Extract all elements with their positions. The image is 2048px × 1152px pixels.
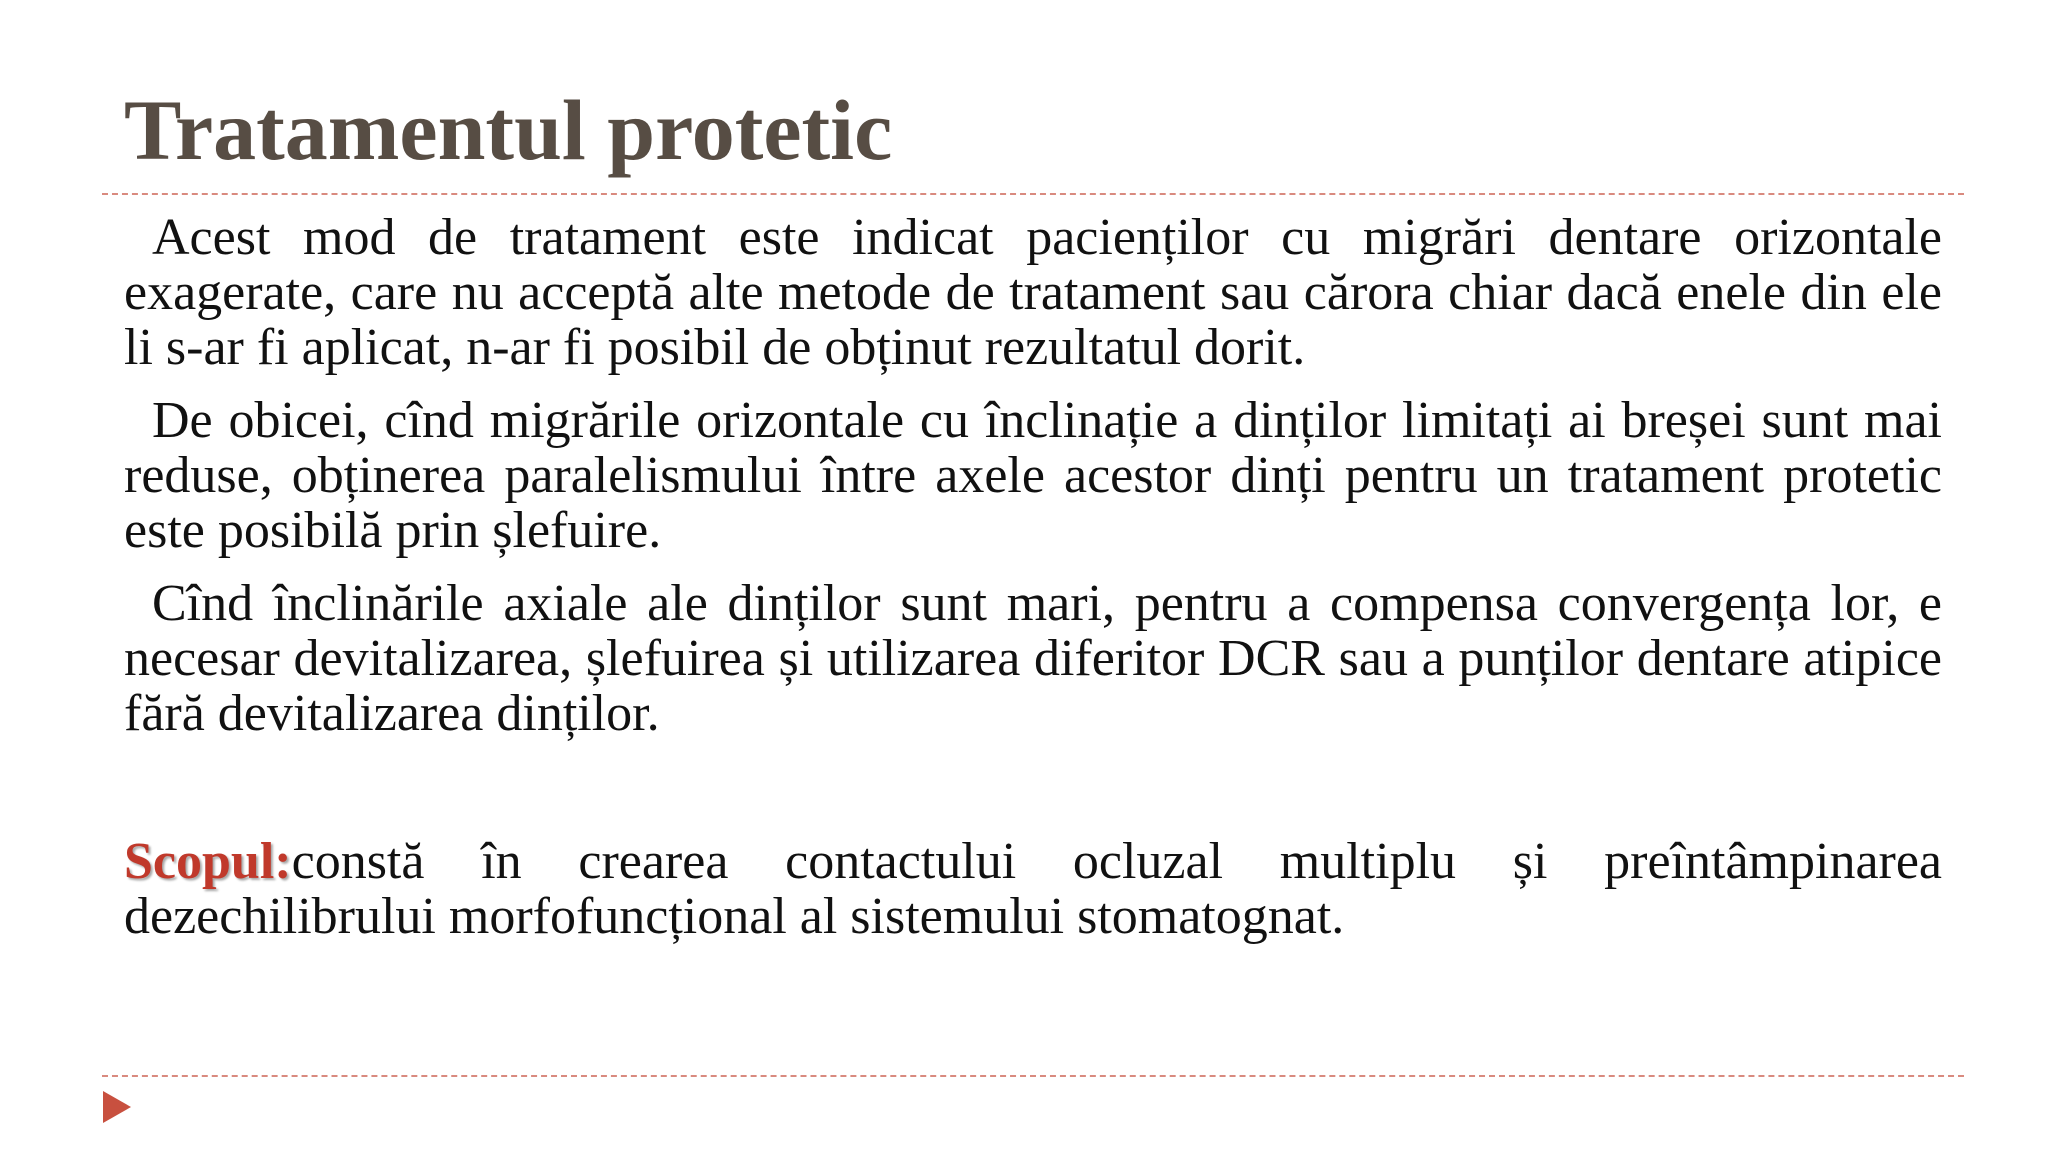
paragraph-2: De obicei, cînd migrările orizontale cu înclinație a dinților limitați ai breșei sunt mai reduse, obținerea paralelismului între axele acestor dinți pentru un tratament protetic este posibilă prin șlefuire. xyxy=(124,392,1942,559)
top-dashed-divider xyxy=(102,193,1964,195)
scop-label: Scopul: xyxy=(124,833,292,890)
triangle-right-icon xyxy=(103,1091,131,1123)
paragraph-1: Acest mod de tratament este indicat pacienților cu migrări dentare orizontale exagerate, care nu acceptă alte metode de tratament sau cărora chiar dacă enele din ele li s-ar fi aplicat, n-ar fi posibil de obținut rezultatul dorit. xyxy=(124,209,1942,376)
slide-body xyxy=(124,210,1942,962)
paragraph-3: Cînd înclinările axiale ale dinților sunt mari, pentru a compensa convergența lor, e necesar devitalizarea, șlefuirea și utilizarea diferitor DCR sau a punților dentare atipice fără devitalizarea dinților. xyxy=(124,575,1942,742)
slide-title: Tratamentul protetic xyxy=(124,82,893,178)
scop-text: constă în crearea contactului ocluzal multiplu și preîntâmpinarea dezechilibrului morfofuncțional al sistemului stomatognat. xyxy=(124,833,1942,945)
bottom-dashed-divider xyxy=(102,1075,1964,1077)
scop-paragraph xyxy=(124,834,1942,944)
